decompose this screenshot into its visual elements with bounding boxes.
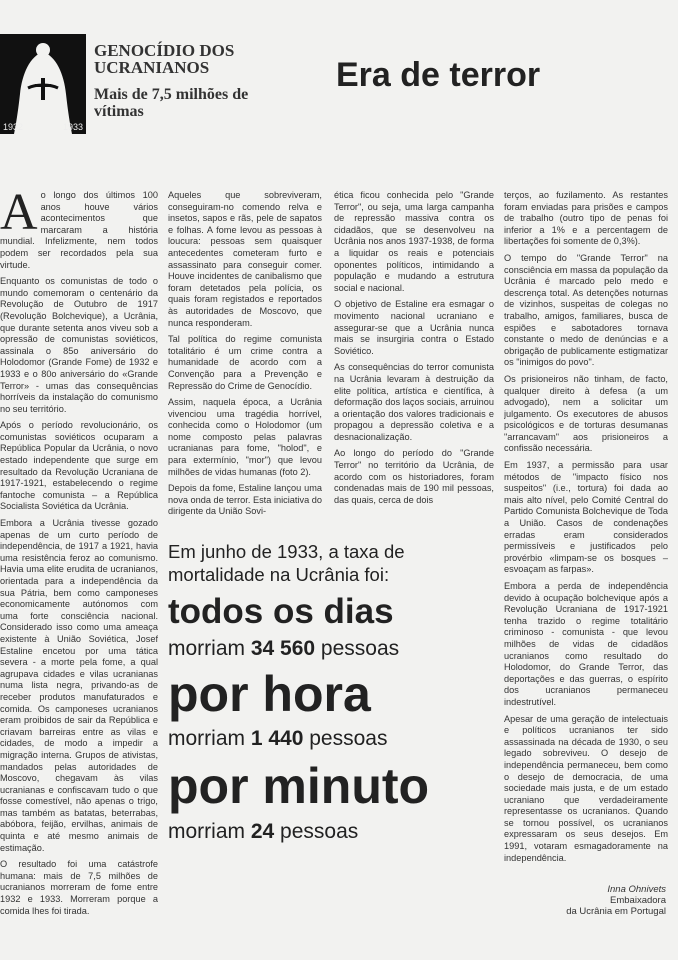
section-title: GENOCÍDIO DOS UCRANIANOS xyxy=(94,41,235,77)
callout-rate-day: morriam 34 560 pessoas xyxy=(168,637,400,660)
author-org: da Ucrânia em Portugal xyxy=(566,906,666,917)
paragraph: O resultado foi uma catástrofe humana: mais de 7,5 milhões de ucranianos morreram de fome entre 1932 e 1933. Morreram porque a comida lhes foi tirada. xyxy=(0,859,158,916)
section-subtitle: Mais de 7,5 milhões de vítimas xyxy=(94,86,249,120)
paragraph: terços, ao fuzilamento. As restantes foram enviadas para prisões e campos de trabalho (outro tipo de penas foi inferior a 1% e a percentagem de libertações foi somente de 0,3%). xyxy=(504,190,668,247)
paragraph: Embora a perda de independência devido à ocupação bolchevique após a Revolução Ucraniana de 1917-1921 tenha trazido o regime totalitário criminoso - comunista - que levou milhões de vidas de cidadãos ucranianos como resultado do Holodomor, do Grande Terror, das deportações e das guerras, o espírito dos ucranianos permaneceu indestrutível. xyxy=(504,581,668,707)
paragraph: ética ficou conhecida pelo "Grande Terror", ou seja, uma larga campanha de repressão massiva contra os cidadãos, que se desenvolveu na Ucrânia nos anos 1937-1938, de forma a liquidar os reais e potenciais oponentes políticos, intimidando a população e mudando a estrutura social e nacional. xyxy=(334,190,494,293)
paragraph: Enquanto os comunistas de todo o mundo comemoram o centenário da Revolução de Outubro de 1917 (Revolução Bolchevique), a Ucrânia, que durante setenta anos viveu sob a opressão de comunistas soviéticos, assinala o 85o aniversário do Holodomor (Grande Fome) de 1932 e 1933 e o 80o aniversário do «Grande Terror» - umas das consequências horríveis da instalação do comunismo no seu território. xyxy=(0,276,158,414)
year-right: 1933 xyxy=(62,122,83,132)
paragraph: Os prisioneiros não tinham, de facto, qualquer direito à defesa (a um advogado), nem a solicitar um julgamento. Os executores de abusos psicológicos e de torturas desumanas "arrancavam" aos prisioneiros a confissão necessária. xyxy=(504,373,668,454)
paragraph: Ao longo dos últimos 100 anos houve vários acontecimentos que marcaram a história mundial. Infelizmente, nem todos podem ser recordados pela sua virtude. xyxy=(0,190,158,270)
paragraph: Em 1937, a permissão para usar métodos de "impacto físico nos suspeitos" (i.e., tortura) foi dada ao mais alto nível, pelo Comité Central do Partido Comunista Bolchevique de Toda a União. Casos de condenações erradas eram considerados permissíveis e justificados pelo provérbio «limpam-se os bosques – esvoaçam as farpas». xyxy=(504,460,668,575)
paragraph: Apesar de uma geração de intelectuais e políticos ucranianos ter sido assassinada na década de 1930, o seu legado sobreviveu. O desejo de independência permaneceu, bem como o desejo de democracia, de uma sociedade mais justa, e de um estado ucraniano que verdadeiramente representasse os ucranianos. Quando se tornou possível, os ucranianos expressaram os seus desejos. Em 1991, votaram esmagadoramente na independência. xyxy=(504,713,668,863)
paragraph: Ao longo do período do "Grande Terror" no território da Ucrânia, de acordo com os historiadores, foram condenadas mais de 190 mil pessoas, das quais, cerca de dois xyxy=(334,448,494,505)
paragraph: Após o período revolucionário, os comunistas soviéticos ocuparam a República Popular da Ucrânia, o novo estado independente que surge em resultado da Revolução Ucraniana de 1917-1921, estabelecendo o regime fantoche comunista – a República Socialista Soviética da Ucrânia. xyxy=(0,420,158,512)
paragraph: Aqueles que sobreviveram, conseguiram-no comendo relva e insetos, sapos e rãs, pele de sapatos e folhas. A fome levou as pessoas à loucura: pessoas sem quaisquer antecedentes cometeram furto e assassinato para conseguir comer. Houve incidentes de canibalismo que foram detetados pela polícia, os quais foram registados e reportados às autoridades de Moscovo, que nunca responderam. xyxy=(168,190,322,328)
paragraph: Depois da fome, Estaline lançou uma nova onda de terror. Esta iniciativa do dirigente da União Sovi- xyxy=(168,483,322,517)
paragraph: Assim, naquela época, a Ucrânia vivenciou uma tragédia horrível, conhecida como o Holodomor (um nome composto pelas palavras ucranianas para fome, "holod", e para extermínio, "mor") que levou milhões de vidas humanas (foto 2). xyxy=(168,397,322,477)
holodomor-logo xyxy=(0,34,86,134)
mortality-callout xyxy=(168,540,498,846)
callout-heading-day: todos os dias xyxy=(168,592,394,631)
year-left: 1932 xyxy=(3,122,24,132)
callout-intro: Em junho de 1933, a taxa de mortalidade na Ucrânia foi: xyxy=(168,541,405,585)
signature-block xyxy=(520,884,666,917)
callout-rate-minute: morriam 24 pessoas xyxy=(168,820,359,843)
article-column-3 xyxy=(334,190,494,530)
article-column-2 xyxy=(168,190,322,530)
article-column-4 xyxy=(504,190,668,880)
article-column-1 xyxy=(0,190,158,930)
paragraph: O tempo do "Grande Terror" na consciência em massa da população da Ucrânia é marcado pelo medo e descrença total. As detenções noturnas de vizinhos, suspeitas de colegas no trabalho, amigos, familiares, busca de espiões e sabotadores tornava constante o medo de denúncias e a obrigação de publicamente estigmatizar os "inimigos do povo". xyxy=(504,252,668,368)
paragraph: Embora a Ucrânia tivesse gozado apenas de um curto período de independência, de 1917 a 1921, havia uma resistência feroz ao comunismo. Havia uma elite erudita de ucranianos, orientada para a independência da sua Pátria, bem como camponeses economicamente autónomos com uma forte consciência nacional. Considerado isso como uma ameaça existente à União Soviética, Josef Estaline encetou por uma tática severa - a morte pela fome, a qual agrupava cidades e vilas ucranianas numa lista negra, privando-as de receber produtos manufaturados e comida. Os camponeses ucranianos eram proibidos de sair da República e criavam barreiras entre as vilas e cidades, de modo a impedir a migração interna. Grupos de ativistas, mandados pelas autoridades de Moscovo, chegavam às vilas ucranianas e confiscavam tudo o que fosse comestível, não apenas o trigo, mas também as batatas, beterrabas, abóbora, feijão, ervilhas, animais de quinta e até mesmo animais de estimação. xyxy=(0,518,158,853)
callout-heading-hour: por hora xyxy=(168,666,371,722)
author-role: Embaixadora xyxy=(610,895,666,906)
callout-rate-hour: morriam 1 440 pessoas xyxy=(168,727,388,750)
paragraph: As consequências do terror comunista na Ucrânia levaram à destruição da elite política, artística e científica, à deformação dos laços sociais, arruinou a orientação dos valores tradicionais e propagou a depressão coletiva e a desnacionalização. xyxy=(334,362,494,442)
drop-cap: A xyxy=(0,190,38,241)
paragraph: Tal política do regime comunista totalitário é um crime contra a humanidade de acordo com a Convenção para a Prevenção e Repressão do Crime de Genocídio. xyxy=(168,334,322,391)
callout-heading-minute: por minuto xyxy=(168,758,430,814)
grieving-figure-icon xyxy=(0,34,86,134)
paragraph: O objetivo de Estaline era esmagar o movimento nacional ucraniano e assegurar-se que a Ucrânia nunca mais se insurgiria contra o Estado Soviético. xyxy=(334,299,494,356)
headline: Era de terror xyxy=(336,56,541,94)
author-name: Inna Ohnivets xyxy=(607,884,666,895)
